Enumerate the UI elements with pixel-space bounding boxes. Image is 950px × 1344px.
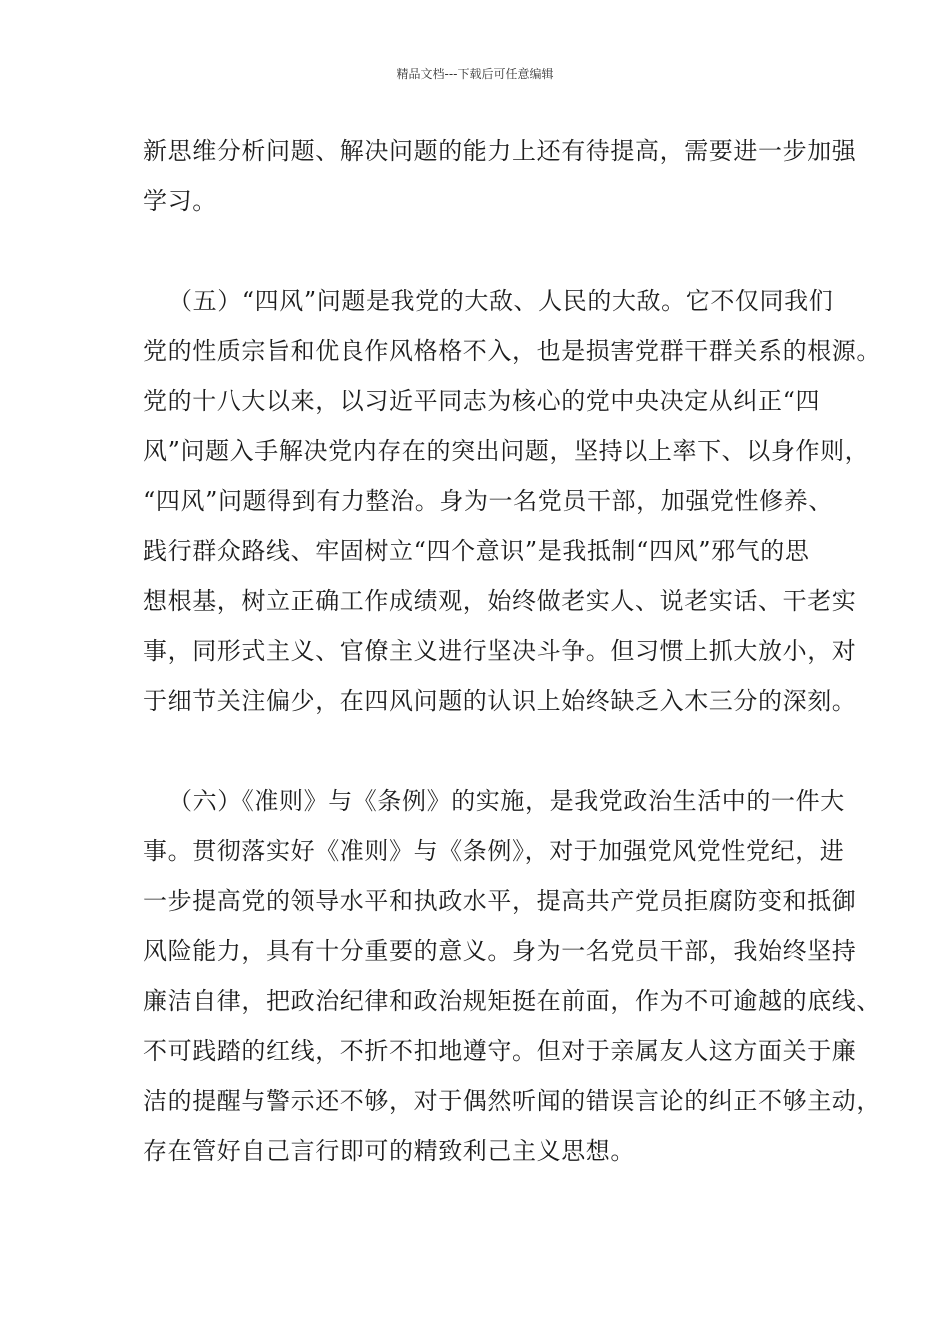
paragraph-line: 洁的提醒与警示还不够，对于偶然听闻的错误言论的纠正不够主动， bbox=[143, 1087, 881, 1115]
paragraph-line: “四风”问题得到有力整治。身为一名党员干部，加强党性修养、 bbox=[143, 487, 833, 515]
paragraph-line: 践行群众路线、牢固树立“四个意识”是我抵制“四风”邪气的思 bbox=[143, 537, 810, 565]
page-header: 精品文档---下载后可任意编辑 bbox=[396, 67, 554, 81]
paragraph-line: 党的十八大以来，以习近平同志为核心的党中央决定从纠正“四 bbox=[143, 387, 821, 415]
paragraph-line: 风”问题入手解决党内存在的突出问题，坚持以上率下、以身作则， bbox=[143, 437, 870, 465]
paragraph-line: 学习。 bbox=[143, 187, 217, 215]
paragraph-line: 廉洁自律，把政治纪律和政治规矩挺在前面，作为不可逾越的底线、 bbox=[143, 987, 881, 1015]
paragraph-line: 不可践踏的红线，不折不扣地遵守。但对于亲属友人这方面关于廉 bbox=[143, 1037, 857, 1065]
paragraph-line: 党的性质宗旨和优良作风格格不入，也是损害党群干群关系的根源。 bbox=[143, 337, 881, 365]
paragraph-line: （五）“四风”问题是我党的大敌、人民的大敌。它不仅同我们 bbox=[168, 287, 834, 315]
paragraph-line: 事。贯彻落实好《准则》与《条例》，对于加强党风党性党纪，进 bbox=[143, 837, 845, 865]
paragraph-line: 事，同形式主义、官僚主义进行坚决斗争。但习惯上抓大放小，对 bbox=[143, 637, 857, 665]
paragraph-line: 想根基，树立正确工作成绩观，始终做老实人、说老实话、干老实 bbox=[143, 587, 857, 615]
paragraph-line: 一步提高党的领导水平和执政水平，提高共产党员拒腐防变和抵御 bbox=[143, 887, 857, 915]
paragraph-line: 于细节关注偏少，在四风问题的认识上始终缺乏入木三分的深刻。 bbox=[143, 687, 857, 715]
paragraph-line: 存在管好自己言行即可的精致利己主义思想。 bbox=[143, 1137, 635, 1165]
paragraph-line: 风险能力，具有十分重要的意义。身为一名党员干部，我始终坚持 bbox=[143, 937, 857, 965]
paragraph-line: （六）《准则》与《条例》的实施，是我党政治生活中的一件大 bbox=[168, 787, 845, 815]
paragraph-line: 新思维分析问题、解决问题的能力上还有待提高，需要进一步加强 bbox=[143, 137, 857, 165]
